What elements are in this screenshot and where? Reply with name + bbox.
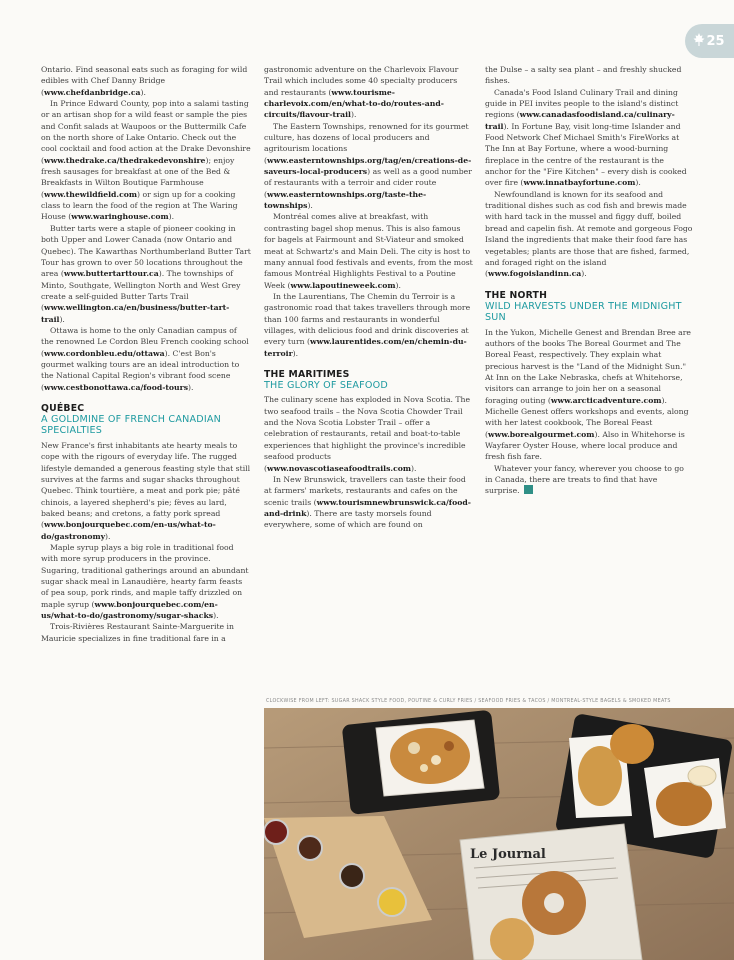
page-number-tab [685,24,734,58]
poutine-tray [342,710,501,815]
paragraph: Ontario. Find seasonal eats such as foraging for wild edibles with Chef Danny Bridge (www.chefdanbridge.ca). [41,65,248,97]
link[interactable]: www.bonjourquebec.com/en-us/what-to-do/gastronomy [41,520,216,541]
paragraph: Maple syrup plays a big role in traditional food with more syrup producers in the province. Sugaring, traditional gatherings around an abundant sugar shack meal in Lanaudière, hearty farm feasts of pea soup, pork rinds, and maple taffy drizzled on maple syrup (www.bonjourquebec.com/en-us/what-to-do/gastronomy/sugar-shacks). [41,543,249,621]
section-title-quebec: QUÉBEC [41,402,85,414]
link[interactable]: www.easterntownships.org/taste-the-townships [264,189,427,211]
link[interactable]: www.tourisme-charlevoix.com/en/what-to-do/routes-and-circuits/flavour-trail [264,87,444,120]
link[interactable]: www.borealgourmet.com [488,429,595,439]
link[interactable]: www.waringhouse.com [71,212,169,222]
paragraph: the Dulse – a salty sea plant – and freshly shucked fishes. [485,65,682,86]
column-2 [264,64,474,531]
paragraph: Trois-Rivières Restaurant Sainte-Marguerite in Mauricie specializes in fine traditional fare in a [41,622,234,643]
link[interactable]: www.fogoislandinn.ca [488,269,582,279]
paragraph: The culinary scene has exploded in Nova Scotia. The two seafood trails – the Nova Scotia Chowder Trail and the Nova Scotia Lobster Trail – offer a celebration of restaurants, retail and boat-to-table experiences that highlight the province's incredible seafood products (www.novascotiaseafoodtrails.com). [264,395,471,473]
page-number: 25 [706,33,725,49]
column-1 [41,64,251,644]
link[interactable]: www.easterntownships.org/tag/en/creations-de-saveurs-local-producers [264,155,472,177]
paragraph: Butter tarts were a staple of pioneer cooking in both Upper and Lower Canada (now Ontario and Quebec). The Kawarthas Northumberland Butter Tart Tour has grown to over 50 locations throughout the area (www.buttertarttour.ca). The townships of Minto, Southgate, Wellington North and West Grey create a self-guided Butter Tarts Trail (www.wellington.ca/en/business/butter-tart-trail). [41,223,251,324]
maple-leaf-icon [693,33,705,47]
link[interactable]: www.buttertarttour.ca [63,269,159,279]
newspaper-masthead: Le Journal [470,847,546,862]
link[interactable]: www.chefdanbridge.ca [44,87,141,97]
link[interactable]: www.thewildfield.com [44,189,138,199]
column-3 [485,64,693,497]
link[interactable]: www.laurentides.com/en/chemin-du-terroir [264,337,467,358]
paragraph: Newfoundland is known for its seafood and traditional dishes such as cod fish and brewis made with hard tack in the mussel and figgy duff, boiled bread and capelin fish. At remote and gorgeous Fogo Island the ingredients that make their food fare has vegetables; plants are those that are fished, farmed, and foraged right on the island (www.fogoislandinn.ca). [485,189,693,279]
link[interactable]: www.wellington.ca/en/business/butter-tart-trail [41,303,230,324]
link[interactable]: www.bonjourquebec.com/en-us/what-to-do/gastronomy/sugar-shacks [41,599,218,621]
paragraph: The Eastern Townships, renowned for its gourmet culture, has dozens of local producers and agritourism locations (www.easterntownships.org/tag/en/creations-de-saveurs-local-producers) as well as a good number of restaurants with a terroir and cider route (www.easterntownships.org/taste-the-townships). [264,121,472,211]
food-photo-illustration [264,708,734,960]
paragraph: In Prince Edward County, pop into a salami tasting or an artisan shop for a wild feast or sample the pies and Confit salads at Waupoos or the Buttermilk Cafe on the north shore of Lake Ontario. Check out the cool cocktail and food action at the Drake Devonshire (www.thedrake.ca/thedrakedevonshire); enjoy fresh sausages for breakfast at one of the Bed & Breakfasts in Wilton Boutique Farmhouse (www.thewildfield.com) or sign up for a cooking class to learn the food of the region at The Waring House (www.waringhouse.com). [41,99,251,222]
photo-caption: CLOCKWISE FROM LEFT: SUGAR SHACK STYLE FOOD, POUTINE & CURLY FRIES / SEAFOOD FRIES & TACOS / MONTREAL-STYLE BAGELS & SMOKED MEATS [266,699,671,704]
link[interactable]: www.cordonbleu.edu/ottawa [44,348,165,358]
link[interactable]: www.arcticadventure.com [550,395,662,405]
link[interactable]: www.novascotiaseafoodtrails.com [267,463,412,473]
section-subtitle-north: WILD HARVESTS UNDER THE MIDNIGHT SUN [485,300,682,324]
paragraph: In New Brunswick, travellers can taste their food at farmers' markets, restaurants and cafes on the scenic trails (www.tourismnewbrunswick.ca/food-and-drink). There are tasty morsels found everywhere, some of which are found on [264,474,471,530]
paragraph: In the Yukon, Michelle Genest and Brendan Bree are authors of the books The Boreal Gourmet and The Boreal Feast, respectively. They explain what precious harvest is the "Land of the Midnight Sun." At Inn on the Lake Nebraska, chefs at Whitehorse, visitors can arrange to join her on a seasonal foraging outing (www.arcticadventure.com). Michelle Genest offers workshops and events, along with her latest cookbook, The Boreal Feast (www.borealgourmet.com). Also in Whitehorse is Wayfarer Oyster House, where local produce and fresh fish fare. [485,327,691,462]
section-subtitle-quebec: A GOLDMINE OF FRENCH CANADIAN SPECIALTIES [41,413,221,437]
paragraph: In the Laurentians, The Chemin du Terroir is a gastronomic road that takes travellers through more than 100 farms and restaurants in wonderful villages, with delicious food and drink discoveries at every turn (www.laurentides.com/en/chemin-du-terroir). [264,291,471,358]
paragraph: Montréal comes alive at breakfast, with contrasting bagel shop menus. This is also famous for bagels at Fairmount and St-Viateur and smoked meat at Schwartz's and Main Deli. The city is host to many annual food festivals and events, from the most famous Montréal Highlights Festival to a Poutine Week (www.lapoutineweek.com). [264,212,473,290]
link[interactable]: www.innatbayfortune.com [523,178,636,188]
end-mark-icon [524,485,533,494]
paragraph: gastronomic adventure on the Charlevoix Flavour Trail which includes some 40 specialty producers and restaurants (www.tourisme-charlevoix.com/en/what-to-do/routes-and-circuits/flavour-trail). [264,65,459,120]
paragraph: Whatever your fancy, wherever you choose to go in Canada, there are treats to find that have surprise. [485,463,684,496]
link[interactable]: www.lapoutineweek.com [290,280,396,290]
link[interactable]: www.canadasfoodisland.ca/culinary-trail [485,110,675,131]
section-title-maritimes: THE MARITIMES [264,368,350,380]
section-title-north: THE NORTH [485,289,548,301]
link[interactable]: www.tourismnewbrunswick.ca/food-and-drink [264,497,471,518]
section-subtitle-maritimes: THE GLORY OF SEAFOOD [264,379,388,391]
link[interactable]: www.thedrake.ca/thedrakedevonshire [44,155,206,165]
paragraph: Ottawa is home to the only Canadian campus of the renowned Le Cordon Bleu French cooking school (www.cordonbleu.edu/ottawa). C'est Bon's gourmet walking tours are an ideal introduction to the National Capital Region's vibrant food scene (www.cestbonottawa.ca/food-tours). [41,325,249,392]
link[interactable]: www.cestbonottawa.ca/food-tours [44,382,189,392]
food-photo [264,708,734,960]
paragraph: New France's first inhabitants ate hearty meals to cope with the rigours of everyday life. The rugged lifestyle demanded a generous feasting style that still survives at the farms and sugar shacks throughout Quebec. Think tourtière, a meat and pork pie; pâté chinois, a layered shepherd's pie; fèves au lard, baked beans; and cretons, a fatty pork spread (www.bonjourquebec.com/en-us/what-to-do/gastronomy). [41,440,251,541]
newspaper-bagel [460,824,642,960]
paragraph: Canada's Food Island Culinary Trail and dining guide in PEI invites people to the island's distinct regions (www.canadasfoodisland.ca/culinary-trail). In Fortune Bay, visit long-time Islander and Food Network Chef Michael Smith's FireWorks at The Inn at Bay Fortune, where a wood-burning fireplace in the centre of the restaurant is the anchor for the "Fire Kitchen" – every dish is cooked over fire (www.innatbayfortune.com). [485,87,687,188]
